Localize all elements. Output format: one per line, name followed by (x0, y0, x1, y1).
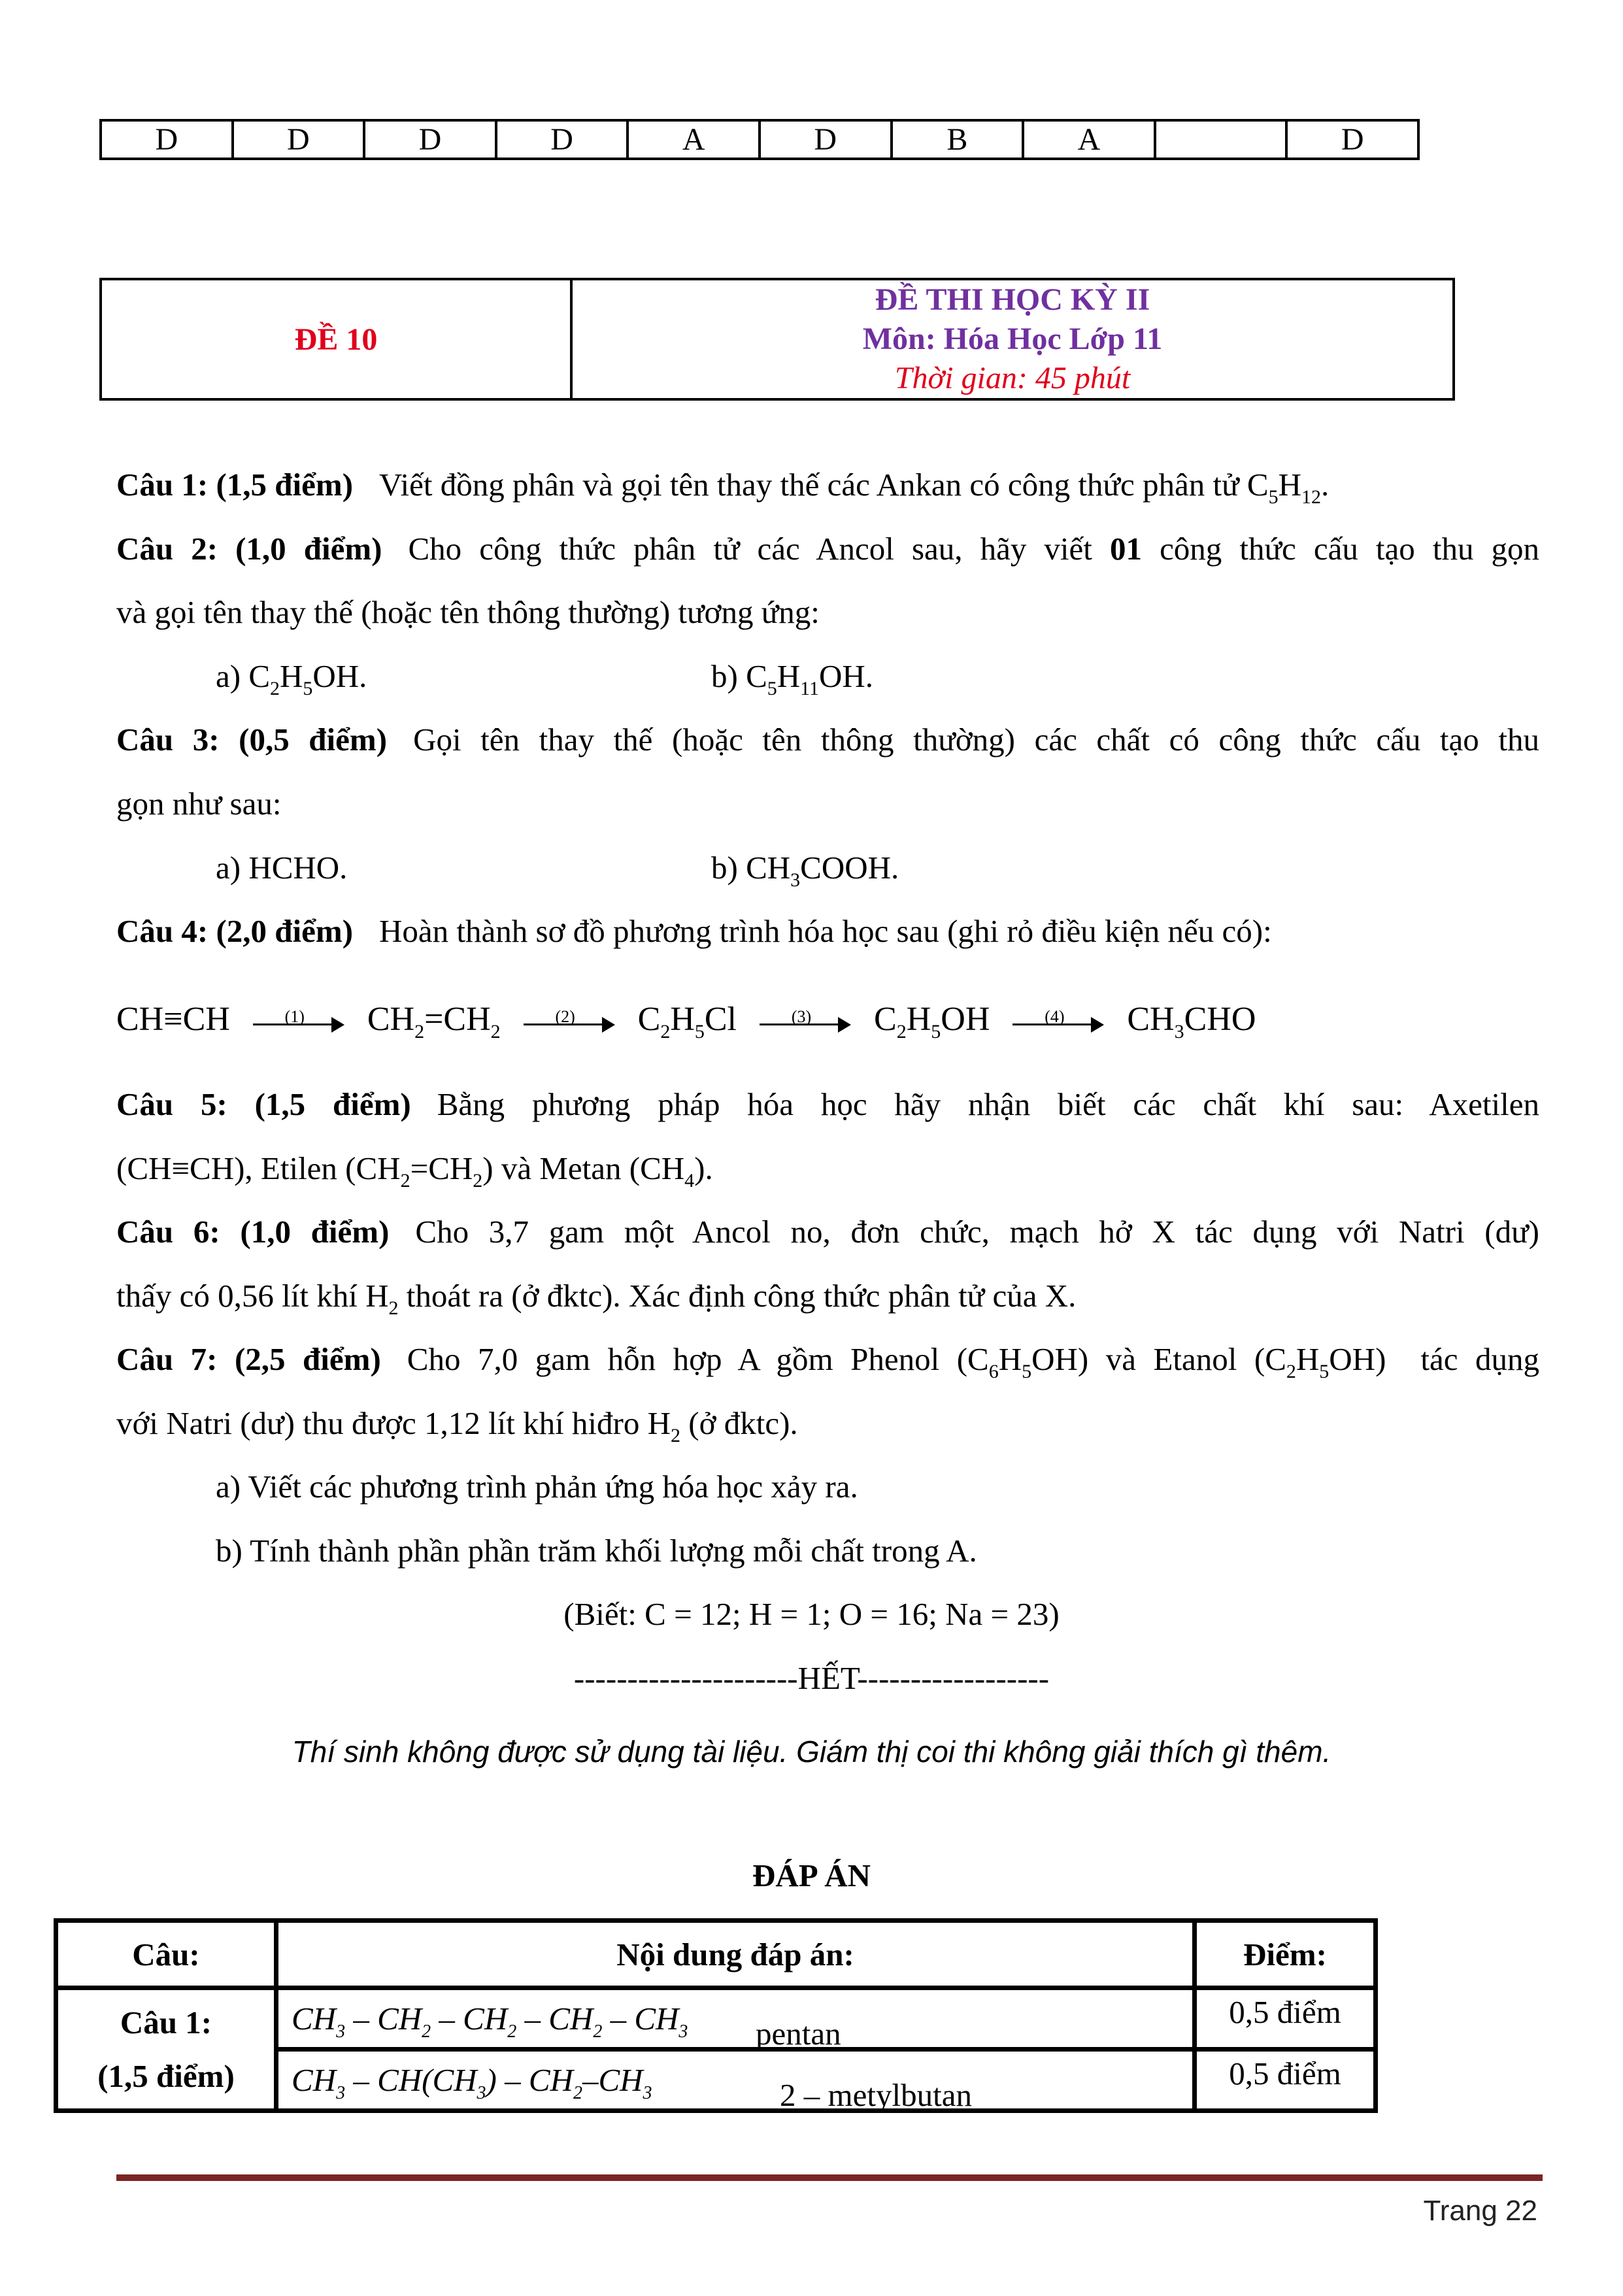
answer-cell (1155, 120, 1287, 159)
exam-title: ĐỀ THI HỌC KỲ II (875, 282, 1150, 317)
question-6-cont: thấy có 0,56 lít khí $H_2$ thoát ra (ở đktc). Xác định công thức phân tử của X. (116, 1278, 1077, 1319)
question-7-cont: với Natri (dư) thu được 1,12 lít khí hiđro $H_2$ (ở đktc). (116, 1405, 798, 1446)
question-2: Câu 2: (1,0 điểm) Cho công thức phân tử các Ancol sau, hãy viết 01 công thức cấu tạo thu gọn (116, 531, 1540, 567)
question-label: Câu 1: (1,5 điểm) (116, 467, 354, 503)
question-label: Câu 4: (2,0 điểm) (116, 913, 354, 949)
exam-code-cell (101, 279, 571, 399)
exam-note: Thí sinh không được sử dụng tài liệu. Giám thị coi thi không giải thích gì thêm. (292, 1735, 1331, 1769)
question-label: Câu 5: (1,5 điểm) (116, 1086, 411, 1122)
header-question: Câu: (56, 1921, 276, 1988)
header-content: Nội dung đáp án: (276, 1921, 1195, 1988)
reaction-arrow: (2) (524, 1009, 615, 1035)
question-5-cont: (CH≡CH), Etilen $(CH_2=CH_2)$ và Metan $(CH_4)$. (116, 1150, 713, 1191)
question-5: Câu 5: (1,5 điểm) Bằng phương pháp hóa học hãy nhận biết các chất khí sau: Axetilen (116, 1086, 1539, 1122)
footer-divider (116, 2174, 1543, 2181)
answer-cell: D (496, 120, 628, 159)
question-1: Câu 1: (1,5 điểm) Viết đồng phân và gọi tên thay thế các Ankan có công thức phân tử $C_5H_{12}$. (116, 467, 1330, 508)
question-7-b: b) Tính thành phần phần trăm khối lượng mỗi chất trong A. (216, 1533, 977, 1569)
exam-info-cell (571, 279, 1454, 399)
question-3: Câu 3: (0,5 điểm) Gọi tên thay thế (hoặc tên thông thường) các chất có công thức cấu tạo thu (116, 722, 1539, 757)
compound-name: pentan (756, 2016, 841, 2052)
question-4: Câu 4: (2,0 điểm) Hoàn thành sơ đồ phương trình hóa học sau (ghi rỏ điều kiện nếu có): (116, 913, 1272, 949)
given-atomic-masses: (Biết: C = 12; H = 1; O = 16; Na = 23) (563, 1596, 1060, 1632)
question-cell: Câu 1: (1,5 điểm) (56, 1988, 276, 2111)
answer-cell: B (892, 120, 1024, 159)
question-label: Câu 2: (1,0 điểm) (116, 531, 382, 567)
prev-answer-row (99, 119, 1420, 160)
answer-cell: D (1286, 120, 1418, 159)
reaction-arrow: (1) (253, 1009, 344, 1035)
points-cell: 0,5 điểm (1195, 1988, 1376, 2050)
structural-formula: $CH_3 - CH(CH_3) - CH_2-CH_3$ 2 – metylbutan (276, 2050, 1195, 2111)
reaction-arrow: (3) (760, 1009, 851, 1035)
end-marker: ---------------------HẾT------------------ (573, 1660, 1050, 1696)
exam-time: Thời gian: 45 phút (894, 361, 1131, 395)
answer-cell: A (627, 120, 760, 159)
exam-code: ĐỀ 10 (294, 322, 378, 357)
answer-cell: D (364, 120, 496, 159)
question-label: Câu 3: (0,5 điểm) (116, 722, 388, 757)
question-3-options: a) HCHO. b) $CH_3COOH$. (216, 850, 899, 891)
answer-cell: D (233, 120, 365, 159)
reaction-arrow: (4) (1012, 1009, 1104, 1035)
page-number: Trang 22 (1423, 2195, 1537, 2227)
question-6: Câu 6: (1,0 điểm) Cho 3,7 gam một Ancol no, đơn chức, mạch hở X tác dụng với Natri (dư) (116, 1214, 1539, 1250)
answer-cell: D (101, 120, 233, 159)
structural-formula: $CH_3 - CH_2 - CH_2 - CH_2 - CH_3$ pentan (276, 1988, 1195, 2050)
question-label: Câu 7: (2,5 điểm) (116, 1341, 381, 1377)
question-label: Câu 6: (1,0 điểm) (116, 1214, 390, 1250)
question-7: Câu 7: (2,5 điểm) Cho 7,0 gam hỗn hợp A gồm Phenol $(C_6H_5OH)$ và Etanol $(C_2H_5OH)$ tác dụng (116, 1341, 1540, 1382)
header-points: Điểm: (1195, 1921, 1376, 1988)
question-7-a: a) Viết các phương trình phản ứng hóa học xảy ra. (216, 1469, 858, 1505)
compound-name: 2 – metylbutan (780, 2077, 972, 2113)
exam-header (99, 278, 1455, 401)
points-cell: 0,5 điểm (1195, 2050, 1376, 2111)
answer-key-title: ĐÁP ÁN (752, 1857, 871, 1893)
answer-cell: D (760, 120, 892, 159)
answer-cell: A (1023, 120, 1155, 159)
answer-key-table (54, 1918, 1378, 2113)
question-2-cont: và gọi tên thay thế (hoặc tên thông thường) tương ứng: (116, 594, 820, 630)
exam-subject: Môn: Hóa Học Lớp 11 (862, 322, 1163, 356)
question-3-cont: gọn như sau: (116, 786, 282, 822)
table-row (56, 1988, 1376, 2050)
question-2-options: a) $C_2H_5OH$. b) $C_5H_{11}OH$. (216, 658, 874, 699)
reaction-scheme: CH≡CH (1) $CH_2=CH_2$ (2) $C_2H_5Cl$ (3) $C_2H_5OH$ (4) $CH_3CHO$ (116, 1001, 1256, 1042)
